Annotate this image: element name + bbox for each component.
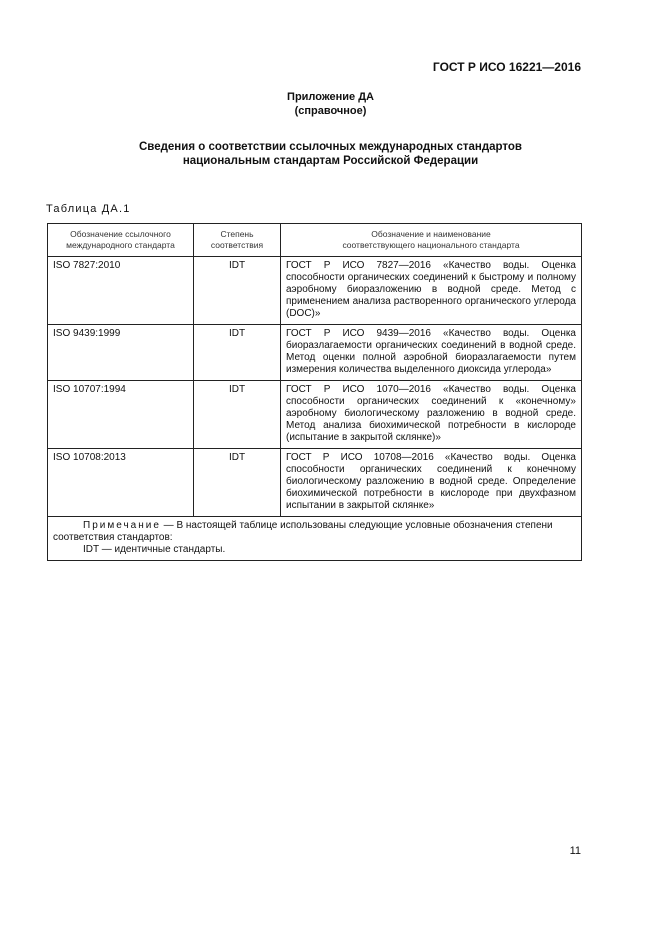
cell-degree: IDT: [194, 257, 281, 325]
cell-ref: ISO 10708:2013: [48, 449, 194, 517]
header-degree: [194, 224, 281, 257]
cell-ref: ISO 7827:2010: [48, 257, 194, 325]
note-text: — В настоящей таблице использованы следующие условные обозначения степени соответствия стандартов:: [53, 520, 553, 543]
header-degree-line2: соответствия: [210, 240, 264, 250]
header-ref-standard: [48, 224, 194, 257]
page-number: 11: [569, 845, 581, 857]
header-national-line2: соответствующего национального стандарта: [342, 240, 520, 250]
header-degree-line1: Степень: [220, 229, 254, 239]
table-row: [48, 325, 582, 381]
table-caption: Таблица ДА.1: [46, 203, 131, 215]
appendix-title: Приложение ДА: [287, 91, 374, 103]
section-heading: [0, 140, 661, 168]
appendix-subtitle: (справочное): [294, 105, 367, 117]
cell-national: ГОСТ Р ИСО 9439—2016 «Качество воды. Оценка биоразлагаемости органических соединений в водной среде. Метод оценки полной аэробной биоразлагаемости путем измерения количества выделенного диоксида углерода»: [281, 325, 582, 381]
cell-ref: ISO 10707:1994: [48, 381, 194, 449]
header-ref-line2: международного стандарта: [66, 240, 175, 250]
cell-degree: IDT: [194, 449, 281, 517]
section-heading-line1: Сведения о соответствии ссылочных международных стандартов: [138, 141, 522, 153]
header-ref-line1: Обозначение ссылочного: [70, 229, 171, 239]
table-row: [48, 449, 582, 517]
cell-ref: ISO 9439:1999: [48, 325, 194, 381]
cell-degree: IDT: [194, 325, 281, 381]
cell-national: ГОСТ Р ИСО 1070—2016 «Качество воды. Оценка способности органических соединений к «конечному» аэробному биологическому разложению в водной среде. Метод анализа биохимической потребности в кислороде (испытание в закрытой склянке)»: [281, 381, 582, 449]
note-item: IDT — идентичные стандарты.: [83, 544, 226, 555]
note-label: Примечание: [83, 520, 161, 531]
appendix-title-block: [0, 90, 661, 118]
cell-national: ГОСТ Р ИСО 7827—2016 «Качество воды. Оценка способности органических соединений к быстрому и полному аэробному биоразложению в водной среде. Метод с применением анализа растворенного органического углерода (DOC)»: [281, 257, 582, 325]
table-header-row: [48, 224, 582, 257]
cell-national: ГОСТ Р ИСО 10708—2016 «Качество воды. Оценка способности органических соединений к конечному биологическому разложению в водной среде. Определение биохимической потребности в кислороде при двухфазном испытании в закрытой склянке»: [281, 449, 582, 517]
section-heading-line2: национальным стандартам Российской Федерации: [182, 155, 479, 167]
cell-degree: IDT: [194, 381, 281, 449]
header-national-line1: Обозначение и наименование: [371, 229, 491, 239]
correspondence-table: [47, 223, 582, 561]
table-note-row: [48, 517, 582, 561]
header-national-standard: [281, 224, 582, 257]
table-row: [48, 381, 582, 449]
table-row: [48, 257, 582, 325]
table-note: [48, 517, 582, 561]
document-id: ГОСТ Р ИСО 16221—2016: [432, 60, 581, 74]
